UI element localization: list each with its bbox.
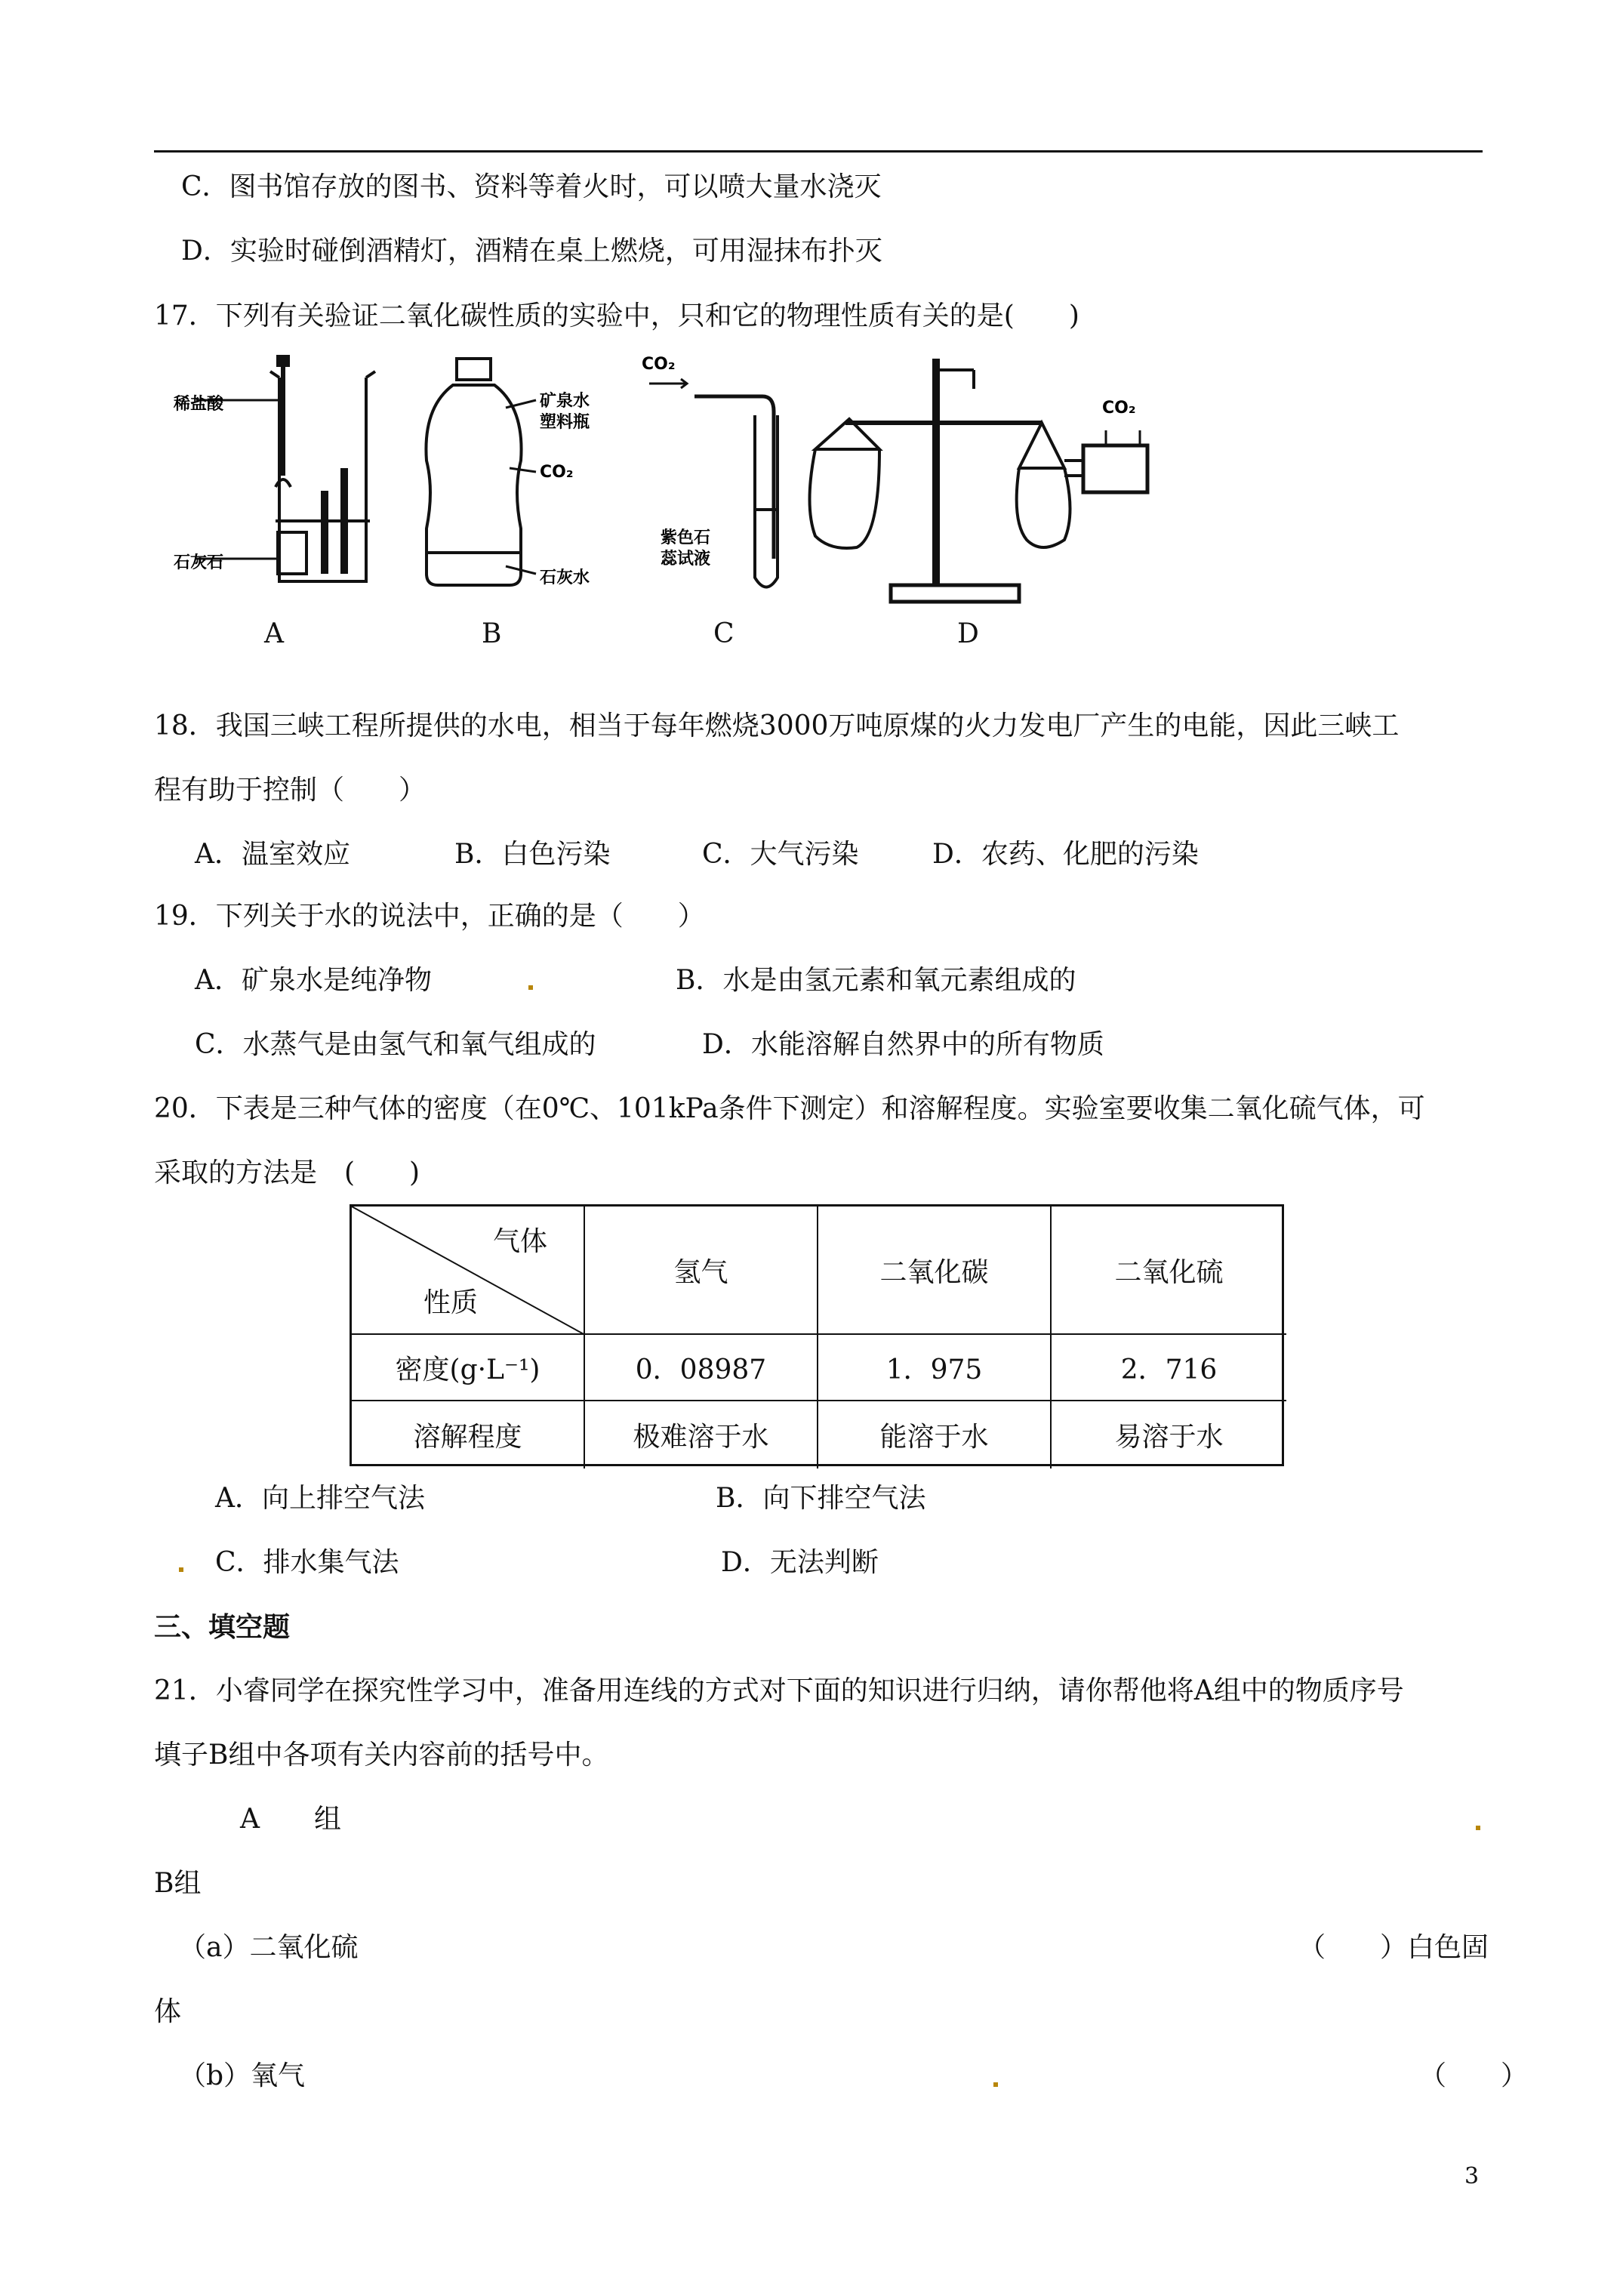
label-purple-litmus-1: 紫色石 xyxy=(661,529,711,547)
q16-option-d: D．实验时碰倒酒精灯，酒精在桌上燃烧，可用湿抹布扑灭 xyxy=(181,236,882,267)
item-a-blank: （ ）白色固 xyxy=(1298,1932,1489,1963)
label-b-co2: CO₂ xyxy=(540,463,574,482)
label-mineral-water: 矿泉水 xyxy=(540,392,590,411)
group-a-heading: A 组 xyxy=(240,1804,341,1835)
panel-label-a: A xyxy=(264,618,284,649)
q19-option-b: B．水是由氢元素和氧元素组成的 xyxy=(676,965,1076,996)
scan-speck xyxy=(1476,1826,1480,1830)
q18-option-d: D．农药、化肥的污染 xyxy=(932,839,1199,870)
q16-option-c: C．图书馆存放的图书、资料等着火时，可以喷大量水浇灭 xyxy=(181,171,882,202)
label-dilute-hcl: 稀盐酸 xyxy=(174,395,224,414)
q17-figure xyxy=(166,355,1163,604)
question-18-line2: 程有助于控制（ ） xyxy=(154,775,427,806)
q18-option-a: A．温室效应 xyxy=(195,839,350,870)
q19-option-d: D．水能溶解自然界中的所有物质 xyxy=(702,1029,1104,1060)
item-b-blank: （ ） xyxy=(1419,2060,1529,2091)
row-label-density: 密度(g·L⁻¹) xyxy=(352,1335,585,1401)
label-limestone: 石灰石 xyxy=(174,553,224,572)
panel-label-d: D xyxy=(957,618,979,649)
q20-option-d: D．无法判断 xyxy=(721,1547,879,1578)
question-21-line1: 21．小睿同学在探究性学习中，准备用连线的方式对下面的知识进行归纳，请你帮他将A组中的物质序号 xyxy=(154,1675,1404,1706)
question-19: 19．下列关于水的说法中，正确的是（ ） xyxy=(154,901,705,932)
corner-header-property: 性质 xyxy=(423,1287,479,1318)
q18-option-b: B．白色污染 xyxy=(454,839,611,870)
panel-label-b: B xyxy=(482,618,502,649)
scan-speck xyxy=(993,2082,998,2087)
column-header: 二氧化碳 xyxy=(818,1207,1052,1335)
column-header: 二氧化硫 xyxy=(1052,1207,1286,1335)
section-heading: 三、填空题 xyxy=(154,1611,291,1643)
item-a-wrap: 体 xyxy=(154,1996,182,2027)
q20-option-b: B．向下排空气法 xyxy=(716,1483,926,1514)
label-c-co2: CO₂ xyxy=(642,355,676,374)
table-corner-cell xyxy=(352,1207,585,1335)
corner-header-gas: 气体 xyxy=(492,1226,547,1257)
panel-label-c: C xyxy=(713,618,735,649)
question-20-line1: 20．下表是三种气体的密度（在0℃、101kPa条件下测定）和溶解程度。实验室要收集二氧化硫气体，可 xyxy=(154,1093,1425,1124)
table-cell: 极难溶于水 xyxy=(585,1401,818,1469)
column-header: 氢气 xyxy=(585,1207,818,1335)
group-b-heading: B组 xyxy=(154,1868,202,1899)
q19-option-a: A．矿泉水是纯净物 xyxy=(195,965,432,996)
table-cell: 0．08987 xyxy=(585,1335,818,1401)
question-17: 17．下列有关验证二氧化碳性质的实验中，只和它的物理性质有关的是( ) xyxy=(154,300,1079,331)
row-label-solubility: 溶解程度 xyxy=(352,1401,585,1469)
table-cell: 能溶于水 xyxy=(818,1401,1052,1469)
q20-option-a: A．向上排空气法 xyxy=(215,1483,425,1514)
question-18-line1: 18．我国三峡工程所提供的水电，相当于每年燃烧3000万吨原煤的火力发电厂产生的电能，因此三峡工 xyxy=(154,710,1400,741)
table-cell: 2．716 xyxy=(1052,1335,1286,1401)
table-cell: 易溶于水 xyxy=(1114,1422,1224,1453)
label-limewater: 石灰水 xyxy=(540,569,590,587)
item-a-sulfur-dioxide: （a）二氧化硫 xyxy=(179,1932,359,1963)
question-21-line2: 填子B组中各项有关内容前的括号中。 xyxy=(154,1740,609,1771)
scan-speck xyxy=(179,1567,183,1572)
header-rule xyxy=(154,150,1483,153)
label-purple-litmus-2: 蕊试液 xyxy=(661,550,711,569)
q20-option-c: C．排水集气法 xyxy=(215,1547,399,1578)
table-cell: 1．975 xyxy=(818,1335,1052,1401)
gas-property-table xyxy=(350,1204,1284,1466)
question-20-line2: 采取的方法是 ( ) xyxy=(154,1157,420,1188)
item-b-oxygen: （b）氧气 xyxy=(179,2060,306,2091)
q18-option-c: C．大气污染 xyxy=(702,839,859,870)
scan-speck xyxy=(528,985,533,990)
label-d-co2: CO₂ xyxy=(1102,399,1136,418)
q19-option-c: C．水蒸气是由氢气和氧气组成的 xyxy=(195,1029,596,1060)
page-number: 3 xyxy=(1464,2163,1480,2190)
label-plastic-bottle: 塑料瓶 xyxy=(540,413,590,432)
